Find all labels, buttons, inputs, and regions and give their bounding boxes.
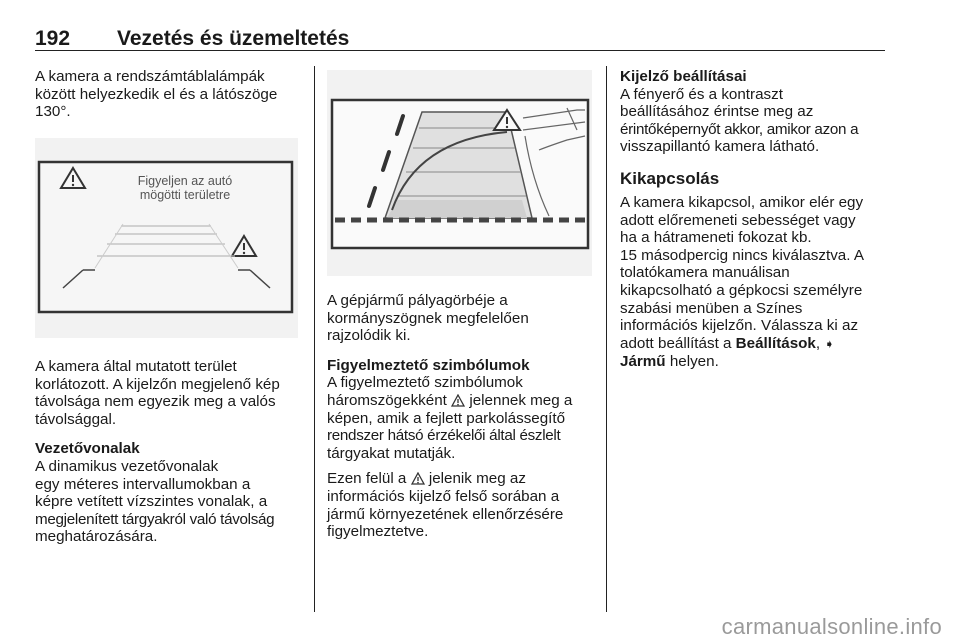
page-header (35, 27, 885, 49)
column-3 (620, 68, 864, 371)
guidelines-line: képre vetített vízszintes vonalak, a (35, 493, 268, 511)
warning-line: képen, amik a fejlett parkolássegítő (327, 409, 566, 427)
column-1 (35, 68, 277, 121)
column-divider-1 (314, 66, 315, 612)
settings-menu-word: Beállítások (735, 334, 816, 352)
page-number: 192 (35, 27, 71, 50)
extra-line-text: Ezen felül a (327, 470, 407, 488)
off-line: ha a hátrameneti fokozat kb. (620, 229, 812, 247)
area-line: A kamera által mutatott terület (35, 358, 237, 375)
off-line: szabási menüben a Színes (620, 299, 803, 317)
warning-line-text: háromszögekként (327, 391, 447, 409)
warning-line (327, 392, 572, 410)
extra-line (327, 470, 572, 488)
figure-text-line: Figyeljen az autó (137, 174, 233, 188)
display-line: beállításához érintse meg az (620, 103, 814, 121)
intro-line: A kamera a rendszámtáblalámpák (35, 68, 265, 85)
guidelines-heading: Vezetővonalak (35, 440, 140, 458)
display-line: visszapillantó kamera látható. (620, 138, 820, 156)
warning-triangle-icon (451, 394, 465, 407)
display-line: érintőképernyőt akkor, amikor azon a (620, 120, 859, 138)
column-2 (327, 292, 572, 541)
off-line: 15 másodpercig nincs kiválasztva. A (620, 246, 864, 264)
column-divider-2 (606, 66, 607, 612)
extra-line: jármű környezetének ellenőrzésére (327, 505, 564, 523)
switch-off-heading: Kikapcsolás (620, 168, 720, 188)
off-line (620, 353, 864, 371)
trajectory-figure (327, 70, 592, 276)
extra-line: figyelmeztetve. (327, 523, 429, 541)
header-rule (35, 50, 885, 51)
watermark: carmanualsonline.info (721, 614, 942, 639)
off-line: tolatókamera manuálisan (620, 264, 790, 282)
extra-line-text: jelenik meg az (428, 470, 526, 488)
curve-line: A gépjármű pályagörbéje a (327, 292, 508, 309)
off-line (620, 335, 864, 354)
curve-line: rajzolódik ki. (327, 327, 411, 345)
guidelines-line: A dinamikus vezetővonalak (35, 457, 219, 475)
figure-text-line: mögötti területre (139, 188, 231, 202)
camera-display-drawing (35, 138, 298, 338)
intro-line: között helyezkedik el és a látószöge (35, 85, 278, 103)
off-line: kikapcsolható a gépkocsi személyre (620, 281, 863, 299)
curve-line: kormányszögnek megfelelően (327, 309, 529, 327)
off-line: információs kijelzőn. Válassza ki az (620, 317, 859, 335)
intro-line: 130°. (35, 103, 71, 121)
warning-line: tárgyakat mutatják. (327, 444, 456, 462)
column-1-body (35, 358, 280, 546)
area-line: távolsága nem egyezik meg a valós (35, 393, 276, 411)
warning-line: rendszer hátsó érzékelői által észlelt (327, 427, 561, 445)
vehicle-menu-word: Jármű (620, 353, 666, 371)
trajectory-drawing (327, 70, 592, 276)
off-line: A kamera kikapcsol, amikor elér egy (620, 193, 864, 211)
figure-warning-text (115, 174, 255, 202)
display-settings-heading: Kijelző beállításai (620, 68, 747, 85)
arrow-right-icon: ➧ (824, 336, 835, 351)
off-line-text: helyen. (665, 353, 719, 371)
warning-triangle-icon (411, 472, 425, 485)
area-line: távolsággal. (35, 410, 117, 428)
page-title: Vezetés és üzemeltetés (117, 27, 350, 50)
guidelines-line: megjelenített tárgyakról való távolság (35, 510, 275, 528)
off-line: adott előremeneti sebességet vagy (620, 211, 856, 229)
guide-zone-near (387, 200, 527, 218)
area-line: korlátozott. A kijelzőn megjelenő kép (35, 375, 280, 393)
off-line-text: adott beállítást a (620, 334, 736, 352)
warning-line: A figyelmeztető szimbólumok (327, 374, 523, 392)
display-line: A fényerő és a kontraszt (620, 85, 783, 103)
warning-symbols-heading: Figyelmeztető szimbólumok (327, 356, 530, 374)
extra-line: információs kijelző felső sorában a (327, 487, 560, 505)
warning-line-text: jelennek meg a (469, 391, 573, 409)
comma: , (815, 334, 821, 352)
guidelines-line: meghatározására. (35, 528, 158, 546)
camera-display-figure (35, 138, 298, 338)
guidelines-line: egy méteres intervallumokban a (35, 475, 251, 493)
